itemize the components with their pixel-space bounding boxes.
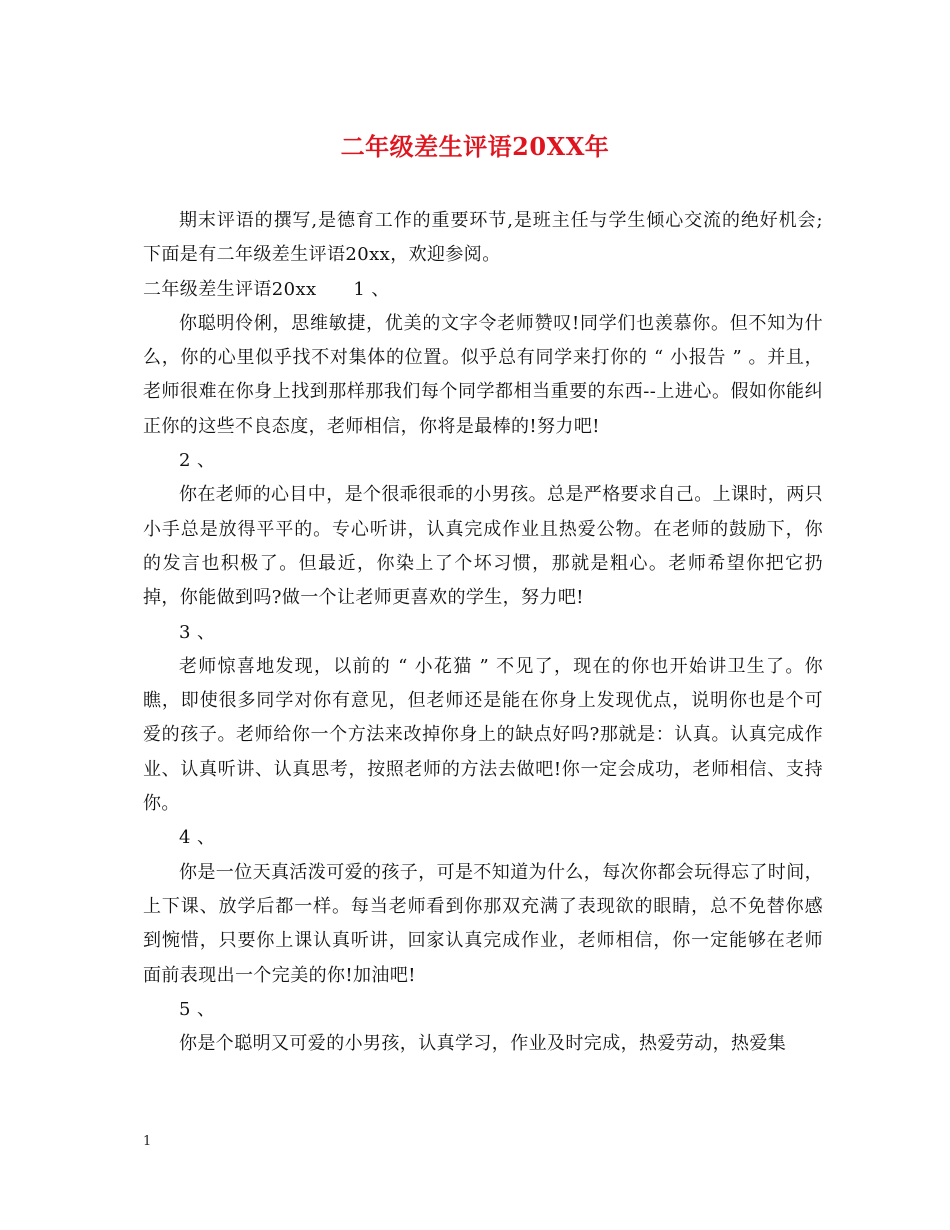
section-4-number: 4 、	[179, 827, 216, 849]
subheading: 二年级差生评语20xx 1 、	[143, 278, 390, 300]
page-number: 1	[143, 1134, 152, 1149]
section-3-text: 老师惊喜地发现，以前的 “ 小花猫 ” 不见了，现在的你也开始讲卫生了。你瞧，即使很多同学对你有意见，但老师还是能在你身上发现优点，说明你也是个可爱的孩子。老师给你一个方法来改掉你身上的缺点好吗?那就是：认真。认真完成作业、认真听讲、认真思考，按照老师的方法去做吧!你一定会成功，老师相信、支持你。	[143, 655, 823, 815]
intro-paragraph: 期末评语的撰写,是德育工作的重要环节,是班主任与学生倾心交流的绝好机会;下面是有二年级差生评语20xx，欢迎参阅。	[143, 210, 823, 266]
document-title: 二年级差生评语20XX年	[340, 132, 610, 161]
section-3-number: 3 、	[179, 621, 216, 643]
document-body	[143, 204, 823, 1061]
section-5-number: 5 、	[179, 998, 216, 1020]
section-5-text: 你是个聪明又可爱的小男孩，认真学习，作业及时完成，热爱劳动，热爱集	[179, 1033, 787, 1055]
section-1-text: 你聪明伶俐，思维敏捷，优美的文字令老师赞叹!同学们也羡慕你。但不知为什么，你的心里似乎找不对集体的位置。似乎总有同学来打你的 “ 小报告 ” 。并且，老师很难在你身上找到那样那我们每个同学都相当重要的东西--上进心。假如你能纠正你的这些不良态度，老师相信，你将是最棒的!努力吧!	[143, 312, 823, 437]
section-2-text: 你在老师的心目中，是个很乖很乖的小男孩。总是严格要求自己。上课时，两只小手总是放得平平的。专心听讲，认真完成作业且热爱公物。在老师的鼓励下，你的发言也积极了。但最近，你染上了个坏习惯，那就是粗心。老师希望你把它扔掉，你能做到吗?做一个让老师更喜欢的学生，努力吧!	[143, 484, 823, 609]
section-2-number: 2 、	[179, 450, 216, 472]
section-4-text: 你是一位天真活泼可爱的孩子，可是不知道为什么，每次你都会玩得忘了时间，上下课、放学后都一样。每当老师看到你那双充满了表现欲的眼睛，总不免替你感到惋惜，只要你上课认真听讲，回家认真完成作业，老师相信，你一定能够在老师面前表现出一个完美的你!加油吧!	[143, 861, 823, 986]
